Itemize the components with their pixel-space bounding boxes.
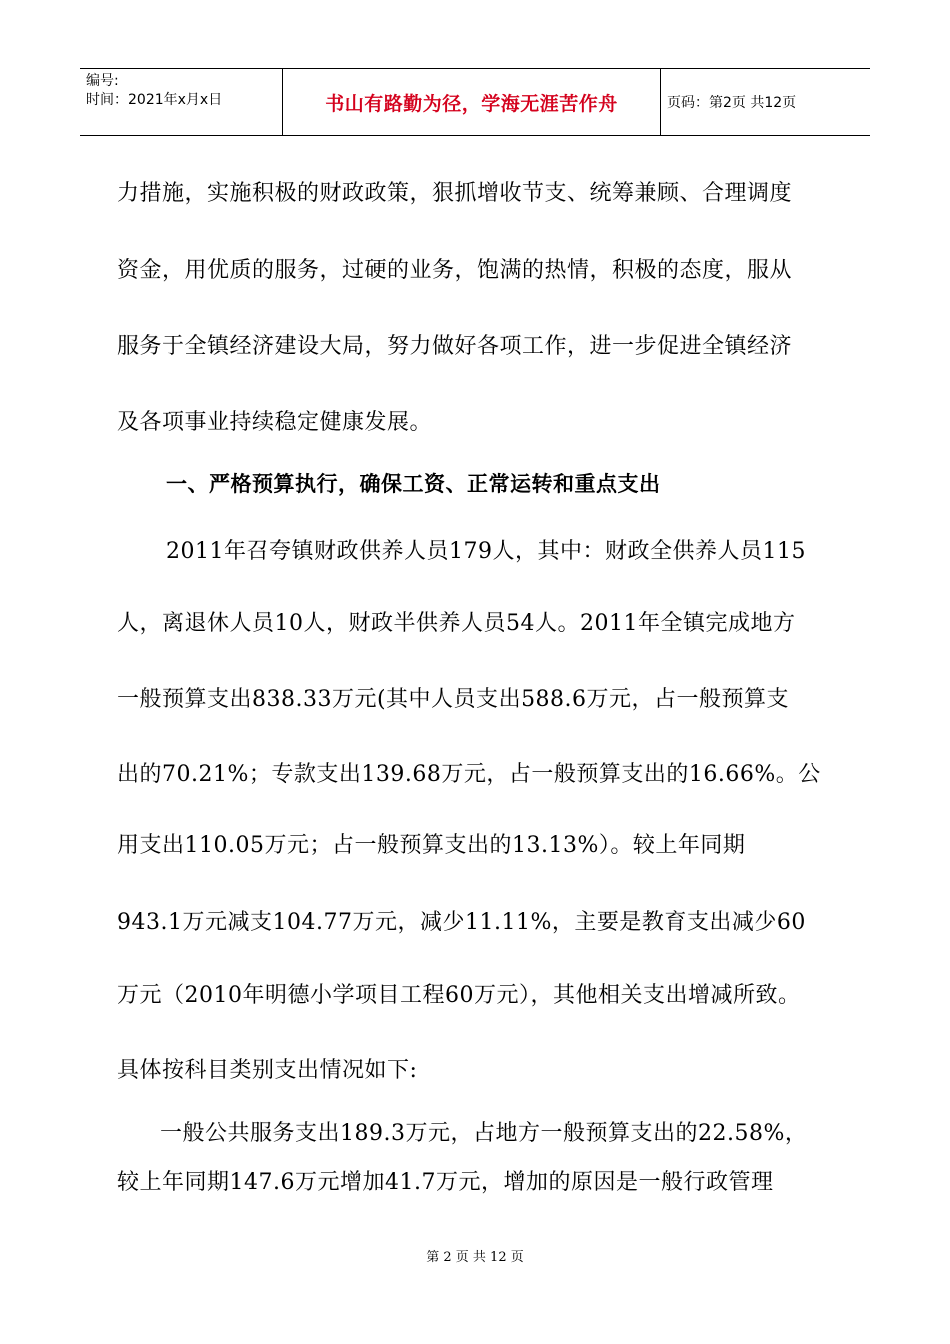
page-footer: 第 2 页 共 12 页 — [426, 1250, 524, 1265]
header-motto: 书山有路勤为径，学海无涯苦作舟 — [283, 69, 661, 135]
text-line: 万元（2010年明德小学项目工程60万元），其他相关支出增减所致。 — [117, 983, 801, 1008]
header-page-info: 页码：第2页 共12页 — [667, 95, 797, 111]
text-line: 一般预算支出838.33万元(其中人员支出588.6万元，占一般预算支 — [117, 687, 790, 712]
text-line: 2011年召夸镇财政供养人员179人，其中：财政全供养人员115 — [166, 539, 806, 564]
time-label: 时间：2021年x月x日 — [86, 92, 223, 108]
text-line: 服务于全镇经济建设大局，努力做好各项工作，进一步促进全镇经济 — [117, 334, 793, 359]
text-line: 具体按科目类别支出情况如下: — [117, 1058, 418, 1083]
text-line: 资金，用优质的服务，过硬的业务，饱满的热情，积极的态度，服从 — [117, 258, 793, 283]
text-line: 一般公共服务支出189.3万元，占地方一般预算支出的22.58%， — [160, 1121, 808, 1146]
text-line: 及各项事业持续稳定健康发展。 — [117, 410, 433, 435]
text-line: 943.1万元减支104.77万元，减少11.11%，主要是教育支出减少60 — [117, 910, 806, 935]
page-header — [80, 68, 870, 136]
section-heading: 一、严格预算执行，确保工资、正常运转和重点支出 — [166, 472, 661, 496]
text-line: 人，离退休人员10人，财政半供养人员54人。2011年全镇完成地方 — [117, 611, 796, 636]
text-line: 力措施，实施积极的财政政策，狠抓增收节支、统筹兼顾、合理调度 — [117, 181, 793, 206]
header-meta — [80, 69, 283, 135]
text-line: 较上年同期147.6万元增加41.7万元，增加的原因是一般行政管理 — [117, 1170, 774, 1195]
text-line: 用支出110.05万元；占一般预算支出的13.13%）。较上年同期 — [117, 833, 746, 858]
number-label: 编号: — [86, 73, 119, 89]
text-line: 出的70.21%；专款支出139.68万元，占一般预算支出的16.66%。公 — [117, 762, 821, 787]
